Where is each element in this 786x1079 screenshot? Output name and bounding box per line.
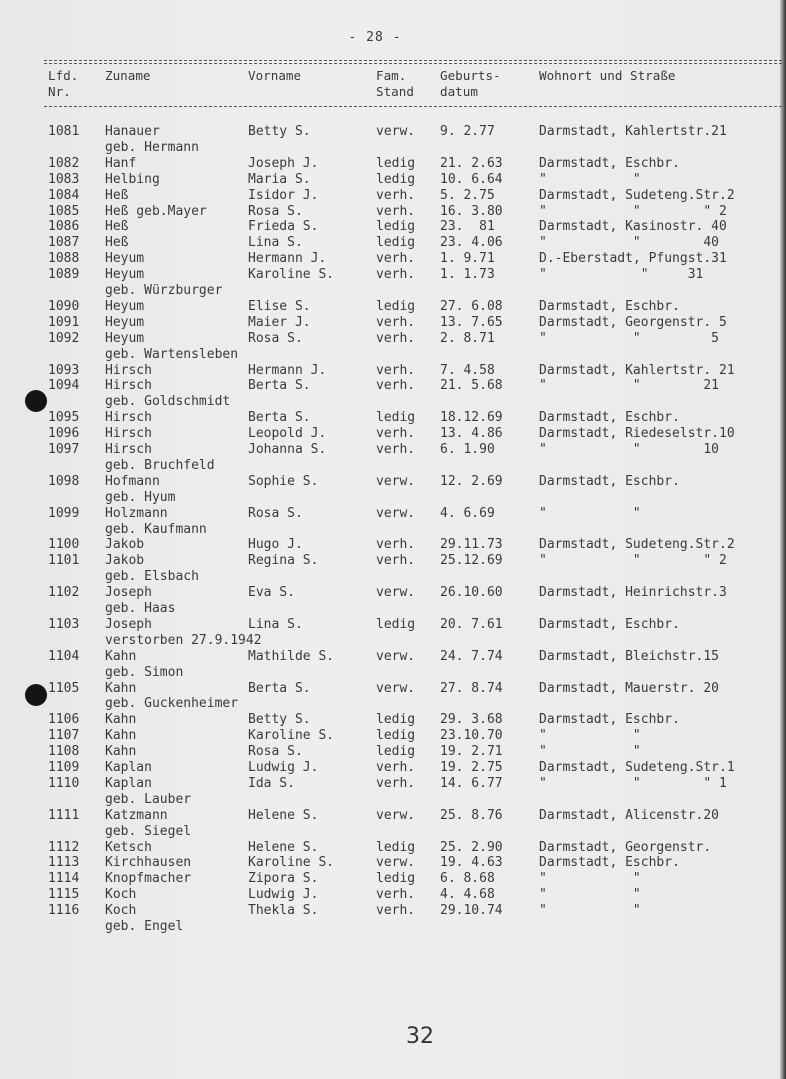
cell-family-status: ledig <box>376 712 416 728</box>
cell-surname-note: geb. Guckenheimer <box>105 696 239 712</box>
cell-firstname: Leopold J. <box>248 426 327 442</box>
cell-nr: 1097 <box>48 442 80 457</box>
cell-address: Darmstadt, Sudeteng.Str.2 <box>539 187 735 203</box>
cell-address: Darmstadt, Eschbr. <box>539 855 680 871</box>
cell-surname: Hirsch <box>105 426 152 442</box>
cell-surname: Joseph <box>105 616 152 632</box>
cell-firstname: Rosa S. <box>248 203 303 219</box>
cell-firstname: Isidor J. <box>248 187 319 203</box>
cell-surname: Heyum <box>105 330 145 346</box>
cell-birth-date: 12. 2.69 <box>440 473 503 489</box>
cell-family-status: ledig <box>376 219 416 235</box>
cell-surname: Jakob <box>105 553 145 569</box>
cell-family-status: verh. <box>376 330 416 346</box>
page-header: - 28 - <box>348 30 402 45</box>
cell-surname-note: geb. Kaufmann <box>105 521 207 537</box>
cell-surname: Kaplan <box>105 775 152 791</box>
cell-surname: Heyum <box>105 251 145 267</box>
cell-address: " " 31 <box>539 267 704 283</box>
cell-family-status: verw. <box>376 855 416 871</box>
cell-surname: Heß <box>105 235 129 251</box>
cell-firstname: Ludwig J. <box>248 760 319 775</box>
cell-family-status: verw. <box>376 680 416 696</box>
cell-nr: 1103 <box>48 616 80 632</box>
cell-birth-date: 23.10.70 <box>440 728 503 744</box>
cell-birth-date: 16. 3.80 <box>440 203 503 219</box>
cell-surname-note: geb. Elsbach <box>105 569 199 585</box>
cell-birth-date: 6. 8.68 <box>440 871 495 887</box>
cell-firstname: Frieda S. <box>248 219 319 235</box>
table-row <box>0 553 786 569</box>
punch-hole <box>25 684 47 706</box>
cell-address: " " <box>539 744 641 760</box>
table-row <box>0 649 786 665</box>
cell-surname: Helbing <box>105 171 160 187</box>
cell-surname: Hanauer <box>105 124 160 139</box>
header-rule-top <box>44 60 782 61</box>
cell-firstname: Hermann J. <box>248 251 327 267</box>
cell-birth-date: 27. 6.08 <box>440 298 503 314</box>
cell-firstname: Hermann J. <box>248 362 327 378</box>
cell-address: Darmstadt, Eschbr. <box>539 155 680 171</box>
cell-birth-date: 19. 2.71 <box>440 744 503 760</box>
cell-family-status: verw. <box>376 807 416 823</box>
cell-family-status: verh. <box>376 314 416 330</box>
cell-family-status: verh. <box>376 903 416 919</box>
cell-firstname: Karoline S. <box>248 267 335 283</box>
cell-nr: 1087 <box>48 235 80 251</box>
cell-birth-date: 19. 2.75 <box>440 760 503 775</box>
cell-address: " " " 1 <box>539 775 727 791</box>
cell-address: " " <box>539 505 641 521</box>
table-row <box>0 442 786 458</box>
cell-firstname: Helene S. <box>248 807 319 823</box>
cell-family-status: verw. <box>376 648 416 664</box>
col-header-nr: Lfd. Nr. <box>48 68 79 99</box>
cell-family-status: verh. <box>376 887 416 903</box>
cell-nr: 1108 <box>48 744 80 760</box>
table-row <box>0 903 786 919</box>
cell-surname: Heß geb.Mayer <box>105 203 207 219</box>
cell-firstname: Regina S. <box>248 553 319 569</box>
table-row <box>0 776 786 792</box>
cell-address: Darmstadt, Kahlertstr.21 <box>539 124 727 139</box>
col-header-address: Wohnort und Straße <box>539 68 676 83</box>
punch-hole <box>25 390 47 412</box>
cell-birth-date: 25. 8.76 <box>440 807 503 823</box>
cell-birth-date: 13. 4.86 <box>440 426 503 442</box>
page-footer-number: 32 <box>406 1024 434 1049</box>
cell-birth-date: 23. 81 <box>440 219 495 235</box>
cell-surname: Kahn <box>105 712 137 728</box>
cell-address: " " <box>539 728 641 744</box>
cell-surname: Koch <box>105 903 137 919</box>
cell-firstname: Helene S. <box>248 839 319 855</box>
cell-nr: 1113 <box>48 855 80 871</box>
cell-address: Darmstadt, Kasinostr. 40 <box>539 219 727 235</box>
cell-birth-date: 29.10.74 <box>440 903 503 919</box>
table-row <box>0 681 786 697</box>
cell-surname: Kahn <box>105 744 137 760</box>
cell-address: Darmstadt, Bleichstr.15 <box>539 648 720 664</box>
cell-nr: 1106 <box>48 712 80 728</box>
cell-nr: 1110 <box>48 775 80 791</box>
cell-nr: 1115 <box>48 887 80 903</box>
cell-family-status: verh. <box>376 537 416 553</box>
cell-surname: Koch <box>105 887 137 903</box>
cell-nr: 1104 <box>48 648 80 664</box>
table-row <box>0 712 786 728</box>
table-row <box>0 156 786 172</box>
table-row <box>0 124 786 140</box>
cell-surname: Hanf <box>105 155 137 171</box>
header-rule-bottom <box>44 106 782 107</box>
cell-family-status: ledig <box>376 410 416 426</box>
cell-nr: 1112 <box>48 839 80 855</box>
table-row <box>0 744 786 760</box>
cell-address: Darmstadt, Georgenstr. 5 <box>539 314 727 330</box>
cell-birth-date: 26.10.60 <box>440 585 503 601</box>
cell-surname-note: geb. Lauber <box>105 791 192 807</box>
cell-family-status: ledig <box>376 728 416 744</box>
cell-address: Darmstadt, Alicenstr.20 <box>539 807 720 823</box>
cell-birth-date: 1. 9.71 <box>440 251 495 267</box>
table-row <box>0 537 786 553</box>
cell-surname: Kirchhausen <box>105 855 192 871</box>
cell-birth-date: 18.12.69 <box>440 410 503 426</box>
cell-nr: 1095 <box>48 410 80 426</box>
cell-firstname: Zipora S. <box>248 871 319 887</box>
cell-address: " " 5 <box>539 330 720 346</box>
cell-address: Darmstadt, Sudeteng.Str.2 <box>539 537 735 553</box>
cell-surname: Katzmann <box>105 807 168 823</box>
cell-surname-note: geb. Simon <box>105 664 184 680</box>
cell-surname-note: geb. Goldschmidt <box>105 394 231 410</box>
cell-family-status: ledig <box>376 839 416 855</box>
cell-family-status: ledig <box>376 171 416 187</box>
cell-birth-date: 1. 1.73 <box>440 267 495 283</box>
table-row <box>0 204 786 220</box>
cell-family-status: verh. <box>376 362 416 378</box>
cell-nr: 1109 <box>48 760 80 775</box>
cell-surname: Heyum <box>105 298 145 314</box>
cell-surname-note: geb. Hermann <box>105 139 199 155</box>
cell-firstname: Rosa S. <box>248 744 303 760</box>
header-rule-top-2 <box>44 63 782 64</box>
cell-surname: Heyum <box>105 267 145 283</box>
cell-birth-date: 4. 4.68 <box>440 887 495 903</box>
cell-surname: Knopfmacher <box>105 871 192 887</box>
cell-surname-note: geb. Siegel <box>105 823 192 839</box>
cell-birth-date: 2. 8.71 <box>440 330 495 346</box>
cell-surname-note: geb. Engel <box>105 919 184 934</box>
cell-surname: Heyum <box>105 314 145 330</box>
cell-surname: Holzmann <box>105 505 168 521</box>
cell-nr: 1084 <box>48 187 80 203</box>
cell-address: " " <box>539 171 641 187</box>
cell-surname: Heß <box>105 187 129 203</box>
cell-birth-date: 9. 2.77 <box>440 124 495 139</box>
cell-family-status: verh. <box>376 760 416 775</box>
cell-surname: Kaplan <box>105 760 152 775</box>
cell-address: " " <box>539 903 641 919</box>
cell-birth-date: 14. 6.77 <box>440 775 503 791</box>
cell-birth-date: 21. 2.63 <box>440 155 503 171</box>
cell-nr: 1102 <box>48 585 80 601</box>
cell-firstname: Eva S. <box>248 585 295 601</box>
cell-surname: Kahn <box>105 728 137 744</box>
cell-surname-note: verstorben 27.9.1942 <box>105 632 262 648</box>
cell-surname: Hofmann <box>105 473 160 489</box>
cell-firstname: Joseph J. <box>248 155 319 171</box>
cell-address: Darmstadt, Sudeteng.Str.1 <box>539 760 735 775</box>
cell-nr: 1094 <box>48 378 80 394</box>
cell-surname: Jakob <box>105 537 145 553</box>
table-row <box>0 840 786 856</box>
col-header-firstname: Vorname <box>248 68 302 83</box>
cell-birth-date: 20. 7.61 <box>440 616 503 632</box>
table-row <box>0 871 786 887</box>
table-row <box>0 188 786 204</box>
table-row <box>0 808 786 824</box>
cell-address: " " 10 <box>539 442 720 457</box>
cell-nr: 1096 <box>48 426 80 442</box>
cell-firstname: Berta S. <box>248 378 311 394</box>
cell-surname-note: geb. Haas <box>105 601 176 616</box>
cell-surname: Heß <box>105 219 129 235</box>
cell-birth-date: 21. 5.68 <box>440 378 503 394</box>
cell-nr: 1116 <box>48 903 80 919</box>
cell-surname-note: geb. Würzburger <box>105 283 223 298</box>
cell-address: Darmstadt, Eschbr. <box>539 712 680 728</box>
cell-firstname: Rosa S. <box>248 330 303 346</box>
cell-firstname: Johanna S. <box>248 442 327 457</box>
cell-birth-date: 13. 7.65 <box>440 314 503 330</box>
cell-firstname: Betty S. <box>248 124 311 139</box>
cell-firstname: Mathilde S. <box>248 648 335 664</box>
cell-firstname: Ida S. <box>248 775 295 791</box>
cell-nr: 1093 <box>48 362 80 378</box>
cell-family-status: verh. <box>376 442 416 457</box>
cell-address: " " <box>539 887 641 903</box>
cell-firstname: Maria S. <box>248 171 311 187</box>
table-row <box>0 728 786 744</box>
cell-family-status: verh. <box>376 426 416 442</box>
cell-nr: 1092 <box>48 330 80 346</box>
table-row <box>0 235 786 251</box>
cell-address: " " 21 <box>539 378 720 394</box>
table-row <box>0 363 786 379</box>
cell-family-status: ledig <box>376 298 416 314</box>
col-header-birth-date: Geburts- datum <box>440 68 501 99</box>
cell-address: " " <box>539 871 641 887</box>
cell-birth-date: 4. 6.69 <box>440 505 495 521</box>
cell-family-status: ledig <box>376 235 416 251</box>
cell-family-status: ledig <box>376 744 416 760</box>
cell-nr: 1105 <box>48 680 80 696</box>
cell-nr: 1091 <box>48 314 80 330</box>
cell-firstname: Thekla S. <box>248 903 319 919</box>
cell-address: D.-Eberstadt, Pfungst.31 <box>539 251 727 267</box>
cell-firstname: Betty S. <box>248 712 311 728</box>
cell-firstname: Berta S. <box>248 410 311 426</box>
cell-family-status: verh. <box>376 251 416 267</box>
cell-firstname: Maier J. <box>248 314 311 330</box>
cell-address: Darmstadt, Eschbr. <box>539 616 680 632</box>
cell-firstname: Berta S. <box>248 680 311 696</box>
cell-nr: 1107 <box>48 728 80 744</box>
cell-firstname: Ludwig J. <box>248 887 319 903</box>
cell-nr: 1114 <box>48 871 80 887</box>
cell-family-status: verh. <box>376 267 416 283</box>
cell-nr: 1100 <box>48 537 80 553</box>
cell-firstname: Elise S. <box>248 298 311 314</box>
table-row <box>0 855 786 871</box>
cell-nr: 1099 <box>48 505 80 521</box>
cell-address: Darmstadt, Eschbr. <box>539 473 680 489</box>
cell-firstname: Sophie S. <box>248 473 319 489</box>
cell-surname: Kahn <box>105 648 137 664</box>
table-row <box>0 378 786 394</box>
table-row <box>0 474 786 490</box>
table-row <box>0 267 786 283</box>
cell-address: Darmstadt, Kahlertstr. 21 <box>539 362 735 378</box>
cell-address: Darmstadt, Eschbr. <box>539 298 680 314</box>
cell-birth-date: 25.12.69 <box>440 553 503 569</box>
cell-nr: 1088 <box>48 251 80 267</box>
cell-firstname: Karoline S. <box>248 855 335 871</box>
cell-birth-date: 29. 3.68 <box>440 712 503 728</box>
cell-family-status: verh. <box>376 187 416 203</box>
cell-address: Darmstadt, Georgenstr. <box>539 839 712 855</box>
cell-firstname: Hugo J. <box>248 537 303 553</box>
cell-birth-date: 6. 1.90 <box>440 442 495 457</box>
cell-nr: 1081 <box>48 124 80 139</box>
cell-address: " " 40 <box>539 235 720 251</box>
table-row <box>0 219 786 235</box>
cell-nr: 1111 <box>48 807 80 823</box>
cell-surname: Hirsch <box>105 362 152 378</box>
table-row <box>0 887 786 903</box>
table-row <box>0 617 786 633</box>
table-row <box>0 172 786 188</box>
cell-birth-date: 7. 4.58 <box>440 362 495 378</box>
cell-nr: 1083 <box>48 171 80 187</box>
table-row <box>0 315 786 331</box>
table-row <box>0 331 786 347</box>
cell-nr: 1101 <box>48 553 80 569</box>
col-header-family-status: Fam. Stand <box>376 68 414 99</box>
cell-surname: Hirsch <box>105 442 152 457</box>
cell-family-status: verh. <box>376 203 416 219</box>
cell-family-status: verh. <box>376 378 416 394</box>
table-row <box>0 760 786 776</box>
cell-family-status: ledig <box>376 155 416 171</box>
cell-surname: Ketsch <box>105 839 152 855</box>
cell-address: " " " 2 <box>539 203 727 219</box>
cell-firstname: Karoline S. <box>248 728 335 744</box>
cell-birth-date: 10. 6.64 <box>440 171 503 187</box>
cell-birth-date: 24. 7.74 <box>440 648 503 664</box>
cell-family-status: verh. <box>376 775 416 791</box>
table-row <box>0 299 786 315</box>
table-row <box>0 506 786 522</box>
cell-family-status: verw. <box>376 585 416 601</box>
col-header-surname: Zuname <box>105 68 151 83</box>
cell-firstname: Lina S. <box>248 616 303 632</box>
cell-nr: 1086 <box>48 219 80 235</box>
cell-surname-note: geb. Wartensleben <box>105 346 239 362</box>
cell-surname: Kahn <box>105 680 137 696</box>
table-row <box>0 426 786 442</box>
cell-address: Darmstadt, Riedeselstr.10 <box>539 426 735 442</box>
cell-birth-date: 29.11.73 <box>440 537 503 553</box>
cell-nr: 1089 <box>48 267 80 283</box>
cell-birth-date: 27. 8.74 <box>440 680 503 696</box>
cell-surname: Hirsch <box>105 378 152 394</box>
cell-family-status: verh. <box>376 553 416 569</box>
cell-surname: Hirsch <box>105 410 152 426</box>
cell-family-status: verw. <box>376 505 416 521</box>
cell-address: Darmstadt, Mauerstr. 20 <box>539 680 720 696</box>
cell-family-status: verw. <box>376 124 416 139</box>
cell-surname-note: geb. Hyum <box>105 489 176 505</box>
cell-firstname: Lina S. <box>248 235 303 251</box>
cell-nr: 1090 <box>48 298 80 314</box>
table-row <box>0 251 786 267</box>
cell-family-status: verw. <box>376 473 416 489</box>
cell-address: Darmstadt, Eschbr. <box>539 410 680 426</box>
cell-nr: 1085 <box>48 203 80 219</box>
cell-birth-date: 5. 2.75 <box>440 187 495 203</box>
table-row <box>0 585 786 601</box>
cell-surname: Joseph <box>105 585 152 601</box>
table-row <box>0 410 786 426</box>
cell-family-status: ledig <box>376 871 416 887</box>
cell-firstname: Rosa S. <box>248 505 303 521</box>
cell-nr: 1098 <box>48 473 80 489</box>
cell-family-status: ledig <box>376 616 416 632</box>
cell-surname-note: geb. Bruchfeld <box>105 457 215 473</box>
cell-birth-date: 25. 2.90 <box>440 839 503 855</box>
cell-address: " " " 2 <box>539 553 727 569</box>
cell-birth-date: 23. 4.06 <box>440 235 503 251</box>
cell-nr: 1082 <box>48 155 80 171</box>
cell-address: Darmstadt, Heinrichstr.3 <box>539 585 727 601</box>
cell-birth-date: 19. 4.63 <box>440 855 503 871</box>
